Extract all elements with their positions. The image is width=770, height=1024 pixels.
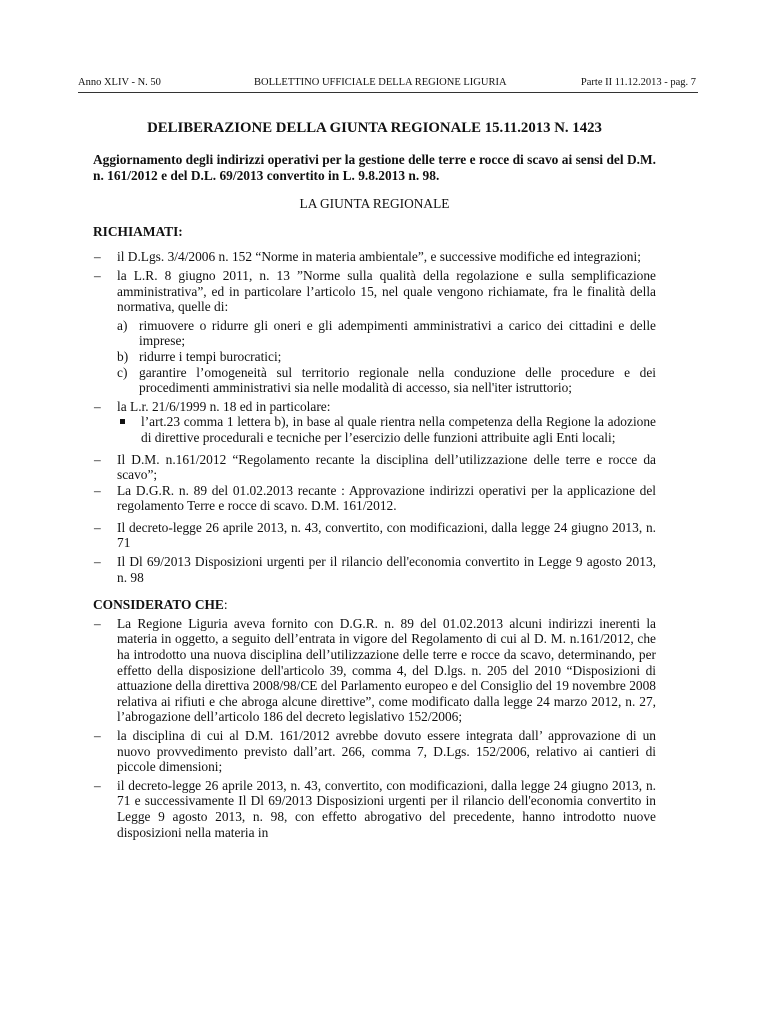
sub-list-item: b) ridurre i tempi burocratici; (117, 348, 282, 364)
document-subtitle: Aggiornamento degli indirizzi operativi per la gestione delle terre e rocce di scavo ai sensi del D.M. n. 161/2012 e del D.L. 69/2013 convertito in L. 9.8.2013 n. 98. (93, 152, 656, 183)
bullet-sub-list (117, 414, 656, 445)
header-issue: Anno XLIV - N. 50 (78, 76, 161, 88)
list-item: – La Regione Liguria aveva fornito con D.G.R. n. 89 del 01.02.2013 alcuni indirizzi inerenti la materia in oggetto, a seguito dell’entrata in vigore del Regolamento di cui al D. M. n.161/2012, che ha introdotto una nuova disciplina dell’utilizzazione delle terre e rocce da scavo, determinando, per effetto della disposizione dell'articolo 39, comma 4, del D.lgs. n. 205 del 2010 “Disposizioni di attuazione della direttiva 2008/98/CE del Parlamento europeo e del Consiglio del 19 novembre 2008 relativa ai rifiuti e che abroga alcune direttive”, come modificato dalla legge 24 marzo 2012, n. 27, l’abrogazione dell’articolo 186 del decreto legislativo 152/2006; (93, 616, 656, 725)
header-publication: BOLLETTINO UFFICIALE DELLA REGIONE LIGURIA (254, 76, 507, 88)
header-page-info: Parte II 11.12.2013 - pag. 7 (580, 76, 696, 88)
bullet-item: l’art.23 comma 1 lettera b), in base al quale rientra nella competenza della Regione la adozione di direttive procedurali e tecniche per l’esercizio delle funzioni attribuite agli Enti locali; (117, 414, 656, 445)
document-title: DELIBERAZIONE DELLA GIUNTA REGIONALE 15.11.2013 N. 1423 (147, 120, 602, 136)
list-item: – la disciplina di cui al D.M. 161/2012 avrebbe dovuto essere integrata dall’ approvazione di un nuovo provvedimento previsto dall’art. 266, comma 7, D.Lgs. 152/2006, relativo ai cantieri di piccole dimensioni; (93, 728, 656, 775)
running-header (78, 74, 696, 90)
considerato-heading: CONSIDERATO CHE: (93, 597, 228, 613)
sub-list-item: c) garantire l’omogeneità sul territorio regionale nella conduzione delle procedure e dei procedimenti amministrativi sia nelle modalità di accesso, sia nell'iter istruttorio; (117, 364, 656, 396)
richiamati-list (93, 249, 656, 445)
richiamati-list-continued (93, 452, 656, 514)
sub-list (93, 318, 656, 396)
list-item: – il decreto-legge 26 aprile 2013, n. 43, convertito, con modificazioni, dalla legge 24 giugno 2013, n. 71 e successivamente Il Dl 69/2013 Disposizioni urgenti per il rilancio dell'economia convertito in Legge 9 agosto 2013, n. 98, con effetto abrogativo del precedente, hanno introdotto nuove disposizioni nella materia in (93, 778, 656, 840)
list-item: – Il decreto-legge 26 aprile 2013, n. 43, convertito, con modificazioni, dalla legge 24 giugno 2013, n. 71 (93, 520, 656, 551)
list-item: – il D.Lgs. 3/4/2006 n. 152 “Norme in materia ambientale”, e successive modifiche ed integrazioni; (93, 249, 656, 265)
list-item: – La D.G.R. n. 89 del 01.02.2013 recante : Approvazione indirizzi operativi per la applicazione del regolamento Terre e rocce di scavo. D.M. 161/2012. (93, 483, 656, 514)
considerato-list (93, 616, 656, 840)
list-item: – la L.r. 21/6/1999 n. 18 ed in particolare: l’art.23 comma 1 lettera b), in base al quale rientra nella competenza della Regione la adozione di direttive procedurali e tecniche per l’esercizio delle funzioni attribuite agli Enti locali; (93, 399, 656, 446)
list-item: – Il D.M. n.161/2012 “Regolamento recante la disciplina dell’utilizzazione delle terre e rocce da scavo”; (93, 452, 656, 483)
list-item: – la L.R. 8 giugno 2011, n. 13 ”Norme sulla qualità della regolazione e sulla semplificazione amministrativa”, ed in particolare l’articolo 15, nel quale vengono richiamate, fra le finalità della normativa, quelle di: a) rimuovere o ridurre gli oneri e gli adempimenti amministrativi a carico dei cittadini e delle imprese; b) ridurre i tempi burocratici; c) garantire l’omogeneità sul territorio regionale nella conduzione delle procedure e dei procedimenti amministrativi sia nelle modalità di accesso, sia nell'iter istruttorio; (93, 268, 656, 396)
document-body (93, 121, 656, 843)
header-rule (78, 92, 698, 93)
richiamati-heading: RICHIAMATI: (93, 223, 183, 239)
list-item: – Il Dl 69/2013 Disposizioni urgenti per il rilancio dell'economia convertito in Legge 9 agosto 2013, n. 98 (93, 554, 656, 585)
richiamati-list-tail (93, 520, 656, 585)
issuing-body-heading: LA GIUNTA REGIONALE (299, 196, 450, 212)
sub-list-item: a) rimuovere o ridurre gli oneri e gli adempimenti amministrativi a carico dei cittadini e delle imprese; (117, 317, 656, 349)
